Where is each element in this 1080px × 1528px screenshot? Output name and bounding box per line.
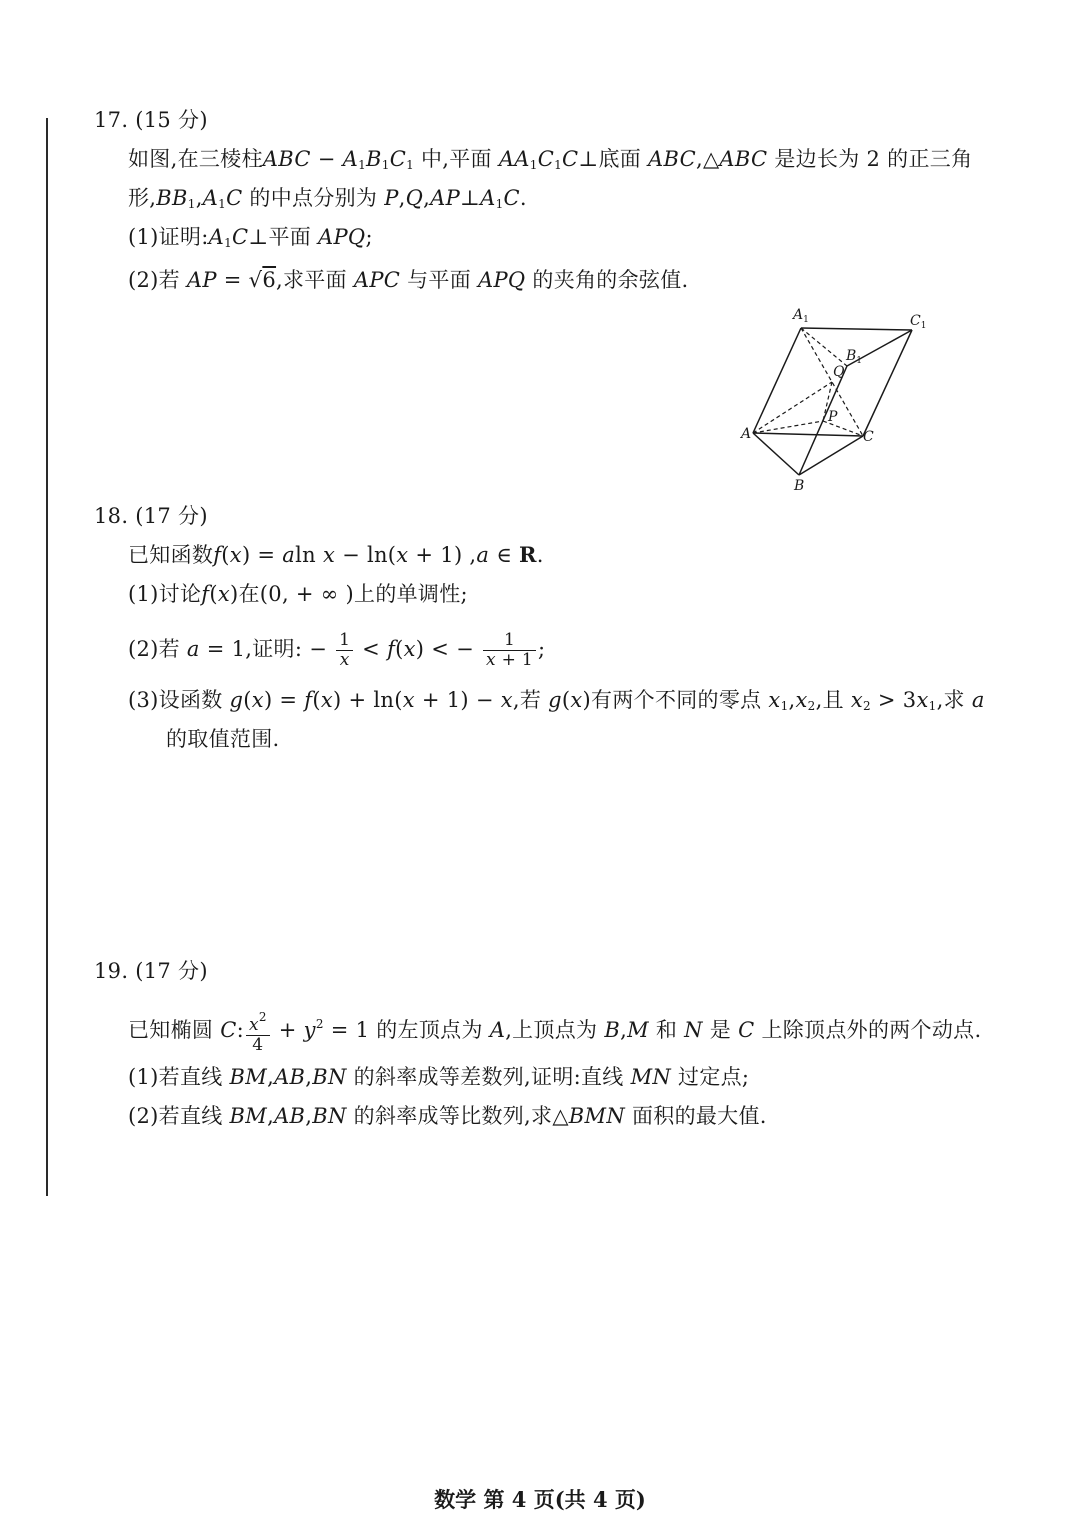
margin-rule (46, 118, 48, 1196)
q17-statement-line2: 形$,BB_1,A_1C$ 的中点分别为 $P,Q,AP\perp A_1C$. (128, 186, 527, 211)
q18-part1: (1)讨论f(x)在(0, + ∞ )上的单调性; (128, 582, 468, 606)
q17-statement-line1: 如图,在三棱柱ABC − $A_1B_1C_1$ 中,平面 $AA_1C_1C\perp$底面 ABC,△ABC 是边长为 2 的正三角 (128, 147, 973, 172)
label-C1: $C_1$ (910, 313, 927, 331)
q18-intro: 已知函数f(x) = aln x − ln(x + 1) ,a ∈ R. (128, 542, 544, 567)
label-Q: Q (833, 364, 845, 380)
q19-intro: 已知椭圆 C: $\frac{x^2}{4}$ + $y^2 = 1$ 的左顶点为 A,上顶点为 B,M 和 N 是 C 上除顶点外的两个动点. (128, 1010, 982, 1055)
label-A: A (741, 426, 752, 442)
label-C: C (863, 429, 874, 445)
label-P: P (828, 409, 838, 425)
label-B: B (794, 478, 805, 494)
q19-part1: (1)若直线 BM,AB,BN 的斜率成等差数列,证明:直线 MN 过定点; (128, 1065, 750, 1089)
q17-part1: (1)证明$:A_1C\perp$平面 APQ; (128, 225, 373, 250)
q18-part2: (2)若 a = 1,证明: − $\frac{1}{x}$ < f(x) < − $\frac{1}{x + 1}$ ; (128, 630, 546, 670)
page-footer: 数学 第 4 页(共 4 页) (434, 1487, 646, 1512)
q17-part2: (2)若 AP = √6,求平面 APC 与平面 APQ 的夹角的余弦值. (128, 268, 689, 292)
q18-header: 18. (17 分) (94, 504, 208, 528)
q19-header: 19. (17 分) (94, 959, 208, 983)
q18-part3: (3)设函数 g(x) = f(x) + ln(x + 1) − x,若 g(x)有两个不同的零点 $x_1,x_2$,且 $x_2 > 3x_1$,求 a (128, 688, 985, 713)
label-B1: $B_1$ (846, 348, 863, 366)
label-A1: $A_1$ (793, 307, 809, 325)
q18-part3-cont: 的取值范围. (166, 727, 280, 751)
prism-figure (735, 300, 935, 495)
q19-part2: (2)若直线 BM,AB,BN 的斜率成等比数列,求△BMN 面积的最大值. (128, 1104, 767, 1128)
q17-header: 17. (15 分) (94, 108, 208, 132)
